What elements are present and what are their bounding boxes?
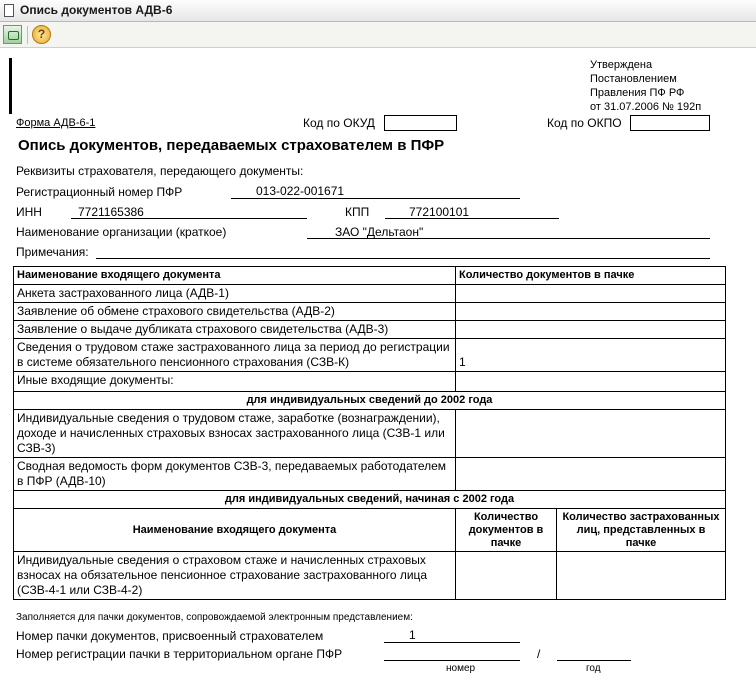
document-count[interactable]: 1 — [456, 339, 726, 372]
okud-label: Код по ОКУД — [303, 116, 375, 130]
slash-separator: / — [537, 647, 541, 661]
document-count[interactable] — [456, 372, 726, 392]
approval-line: Правления ПФ РФ — [590, 87, 685, 99]
document-name: Анкета застрахованного лица (АДВ-1) — [14, 285, 456, 303]
batch-number-underline — [384, 642, 520, 643]
table-row — [14, 410, 726, 458]
page-title: Опись документов, передаваемых страхователем в ПФР — [18, 137, 445, 154]
inn-value[interactable]: 7721165386 — [78, 205, 144, 219]
document-count[interactable] — [456, 458, 726, 491]
document-count[interactable] — [456, 321, 726, 339]
requisites-label: Реквизиты страхователя, передающего документы: — [16, 164, 304, 178]
document-name: Иные входящие документы: — [14, 372, 456, 392]
section-row — [14, 392, 726, 410]
batch-number-value[interactable]: 1 — [409, 628, 416, 642]
document-count[interactable] — [456, 303, 726, 321]
document-count[interactable] — [456, 410, 726, 458]
territorial-number-underline[interactable] — [384, 660, 520, 661]
table-row — [14, 339, 726, 372]
territorial-year-underline[interactable] — [557, 660, 631, 661]
document-name: Индивидуальные сведения о страховом стаже и начисленных страховых взносах на обязательное пенсионное страхование застрахованного лица (СЗВ-4-1 или СЗВ-4-2) — [14, 552, 456, 600]
column-header: Количество застрахованных лиц, представленных в пачке — [557, 509, 726, 552]
window-titlebar — [0, 0, 756, 22]
table-row — [14, 285, 726, 303]
toolbar — [0, 22, 756, 48]
table-row — [14, 303, 726, 321]
approval-line: от 31.07.2006 № 192п — [590, 101, 702, 113]
notes-underline — [96, 258, 710, 259]
form-label: Форма АДВ-6-1 — [16, 117, 96, 129]
window-title: Опись документов АДВ-6 — [20, 3, 173, 17]
section-row — [14, 491, 726, 509]
number-caption: номер — [446, 663, 476, 674]
section-heading-after-2002: для индивидуальных сведений, начиная с 2002 года — [14, 491, 726, 509]
kpp-label: КПП — [345, 205, 370, 219]
approval-block — [590, 58, 701, 114]
electronic-note: Заполняется для пачки документов, сопровождаемой электронным представлением: — [16, 612, 413, 623]
document-name: Сводная ведомость форм документов СЗВ-3, передаваемых работодателем в ПФР (АДВ-10) — [14, 458, 456, 491]
inn-underline — [71, 218, 307, 219]
notes-label: Примечания: — [16, 245, 89, 259]
table-row — [14, 552, 726, 600]
section-heading-before-2002: для индивидуальных сведений до 2002 года — [14, 392, 726, 410]
year-caption: год — [586, 663, 601, 674]
reg-number-value[interactable]: 013-022-001671 — [256, 184, 345, 198]
document-name: Сведения о трудовом стаже застрахованного лица за период до регистрации в системе обязательного пенсионного страхования (СЗВ-К) — [14, 339, 456, 372]
column-header: Наименование входящего документа — [14, 509, 456, 552]
documents-table — [13, 266, 726, 600]
document-name: Заявление о выдаче дубликата страхового свидетельства (АДВ-3) — [14, 321, 456, 339]
toolbar-separator — [27, 26, 28, 44]
approval-line: Постановлением — [590, 73, 677, 85]
table-row — [14, 321, 726, 339]
reg-number-underline — [231, 198, 520, 199]
persons-count[interactable] — [557, 552, 726, 600]
text-cursor — [9, 58, 12, 114]
document-count[interactable] — [456, 285, 726, 303]
column-header: Количество документов в пачке — [456, 267, 726, 285]
print-icon[interactable] — [3, 25, 22, 44]
document-name: Индивидуальные сведения о трудовом стаже, заработке (вознаграждении), доходе и начисленных страховых взносах застрахованного лица (СЗВ-1 или СЗВ-3) — [14, 410, 456, 458]
org-name-underline — [307, 238, 710, 239]
okud-field[interactable] — [384, 115, 457, 131]
okpo-field[interactable] — [630, 115, 710, 131]
okpo-label: Код по ОКПО — [547, 116, 622, 130]
approval-line: Утверждена — [590, 59, 653, 71]
table-row — [14, 372, 726, 392]
document-name: Заявление об обмене страхового свидетельства (АДВ-2) — [14, 303, 456, 321]
table-header-row — [14, 267, 726, 285]
document-icon — [4, 4, 14, 17]
reg-number-label: Регистрационный номер ПФР — [16, 185, 183, 199]
territorial-reg-label: Номер регистрации пачки в территориальном органе ПФР — [16, 647, 343, 661]
batch-number-label: Номер пачки документов, присвоенный страхователем — [16, 629, 324, 643]
column-header: Наименование входящего документа — [14, 267, 456, 285]
org-name-value[interactable]: ЗАО "Дельтаон" — [335, 225, 424, 239]
org-name-label: Наименование организации (краткое) — [16, 225, 227, 239]
kpp-underline — [385, 218, 559, 219]
sub-header-row — [14, 509, 726, 552]
column-header: Количество документов в пачке — [456, 509, 557, 552]
document-count[interactable] — [456, 552, 557, 600]
help-icon[interactable]: ? — [32, 25, 51, 44]
inn-label: ИНН — [16, 205, 42, 219]
kpp-value[interactable]: 772100101 — [409, 205, 470, 219]
table-row — [14, 458, 726, 491]
